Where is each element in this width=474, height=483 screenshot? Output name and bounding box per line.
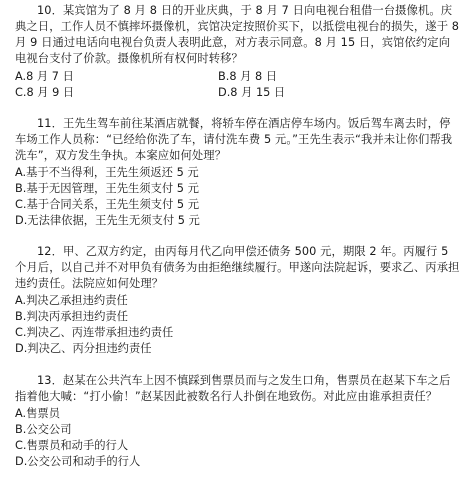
option-b: B.基于无因管理，王先生须支付 5 元 <box>15 182 199 195</box>
option-c: C.售票员和动手的行人 <box>15 439 129 452</box>
question-stem: 10．某宾馆为了 8 月 8 日的开业庆典，于 8 月 7 日向电视台租借一台摄像机。庆典之日，工作人员不慎摔坏摄像机，宾馆决定按照价买下，以抵偿电视台的损失，遂于 8 月 9 日通过电话向电视台负责人表明此意，对方表示同意。8 月 15 日，宾馆依约定向电视台支付了价款。摄像机所有权何时转移？ <box>15 4 460 65</box>
spacer <box>15 229 460 244</box>
question-10 <box>15 3 460 101</box>
option-list <box>15 165 460 229</box>
option-a: A.判决乙承担违约责任 <box>15 294 128 307</box>
question-stem: 12．甲、乙双方约定，由丙每月代乙向甲偿还债务 500 元，期限 2 年。丙履行 5 个月后，以自己并不对甲负有债务为由拒绝继续履行。甲遂向法院起诉，要求乙、丙承担违约责任。法院应如何处理？ <box>15 245 460 290</box>
option-a: A.基于不当得利，王先生须返还 5 元 <box>15 166 199 179</box>
option-list <box>15 406 460 470</box>
option-d: D.判决乙、丙分担违约责任 <box>15 342 152 355</box>
option-c: C.基于合同关系，王先生须支付 5 元 <box>15 198 200 211</box>
option-a: A.售票员 <box>15 407 61 420</box>
spacer <box>15 357 460 373</box>
question-13 <box>15 373 460 470</box>
question-11 <box>15 116 460 229</box>
option-d: D.8 月 15 日 <box>218 86 286 99</box>
option-list <box>15 293 460 357</box>
option-a: A.8 月 7 日 <box>15 70 74 83</box>
question-stem: 13．赵某在公共汽车上因不慎踩到售票员而与之发生口角，售票员在赵某下车之后指着他大喊：“打小偷！”赵某因此被数名行人扑倒在地致伤。对此应由谁承担责任？ <box>15 374 451 403</box>
option-list <box>15 69 460 101</box>
option-d: D.公交公司和动手的行人 <box>15 455 141 468</box>
option-c: C.判决乙、丙连带承担违约责任 <box>15 326 174 339</box>
question-stem: 11．王先生驾车前往某酒店就餐，将轿车停在酒店停车场内。饭后驾车离去时，停车场工作人员称：“已经给你洗了车，请付洗车费 5 元。”王先生表示“我并未让你们帮我洗车”，双方发生争执。本案应如何处理？ <box>15 117 453 162</box>
option-c: C.8 月 9 日 <box>15 86 75 99</box>
question-12 <box>15 244 460 357</box>
option-b: B.判决丙承担违约责任 <box>15 310 129 323</box>
option-b: B.公交公司 <box>15 423 72 436</box>
spacer <box>15 101 460 116</box>
option-b: B.8 月 8 日 <box>218 70 278 83</box>
option-d: D.无法律依据，王先生无须支付 5 元 <box>15 214 200 227</box>
